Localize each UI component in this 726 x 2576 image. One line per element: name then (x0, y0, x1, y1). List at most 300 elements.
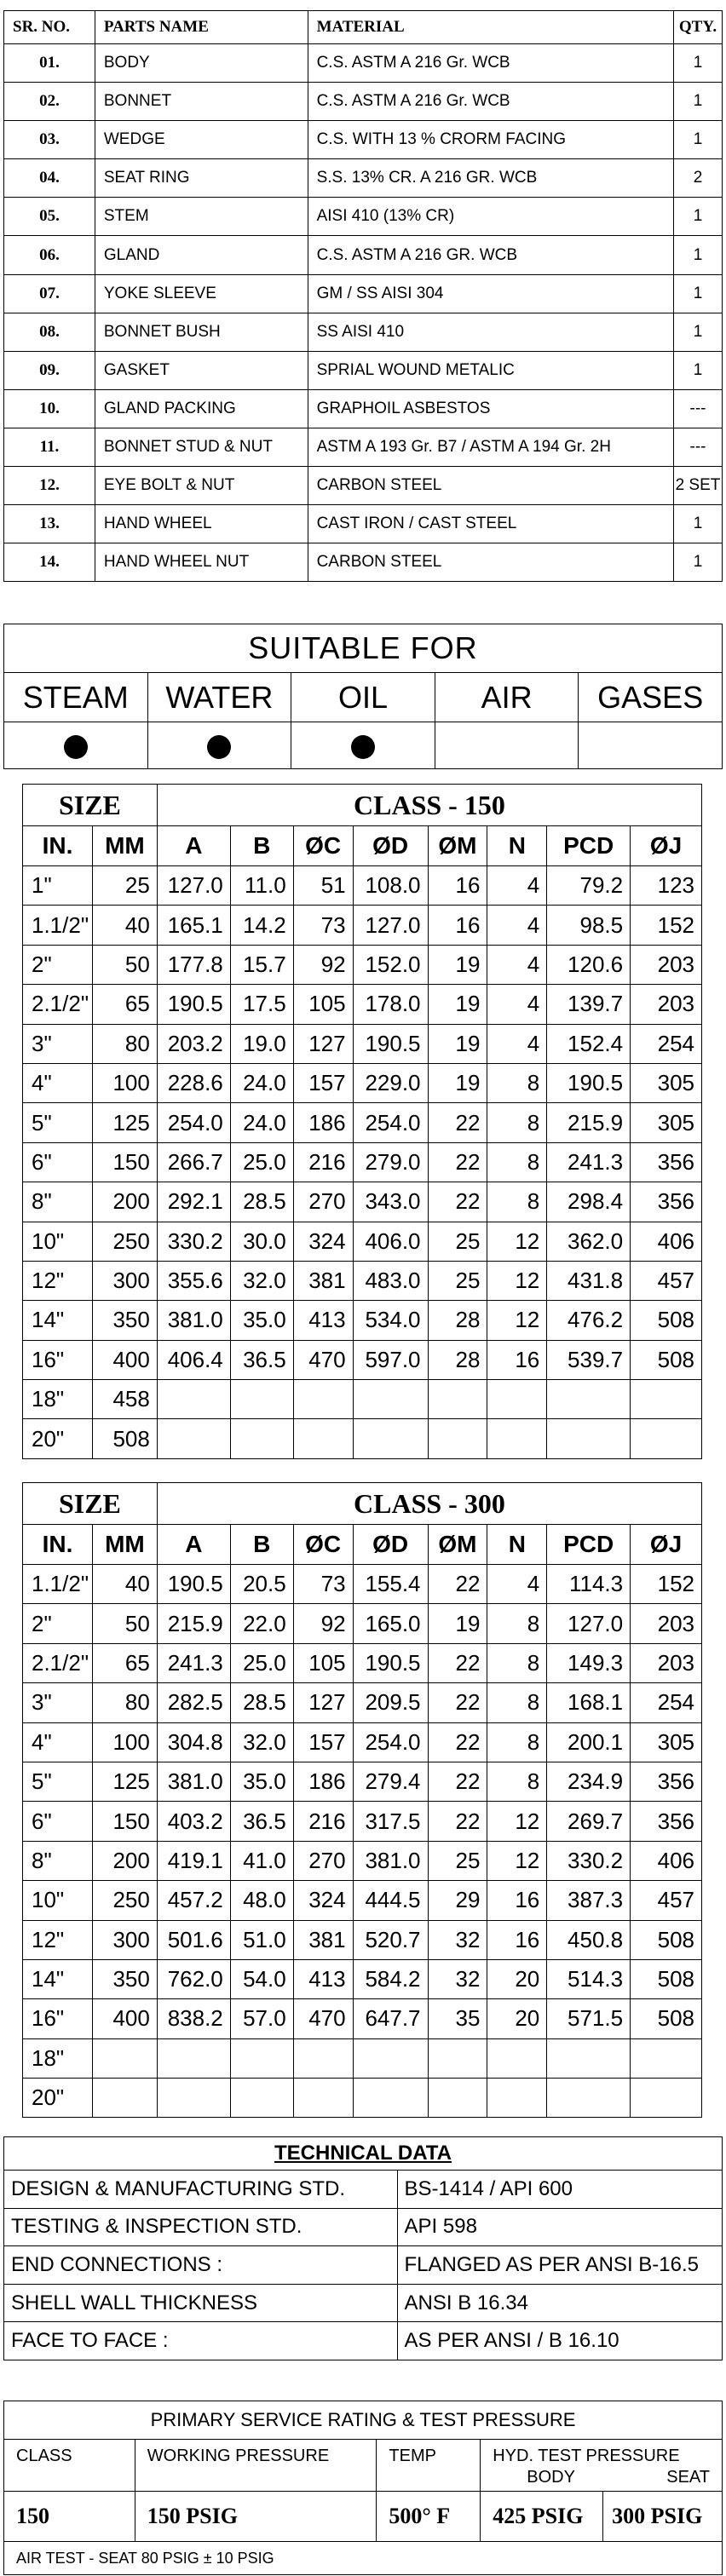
dimension-cell: 16 (487, 1340, 547, 1379)
dimension-cell: 4 (487, 985, 547, 1024)
column-header: ØC (293, 826, 353, 866)
dimension-cell: 1" (23, 866, 93, 906)
dimension-cell (157, 1380, 230, 1419)
part-name: GLAND (95, 236, 308, 274)
part-sr-no: 01. (4, 44, 95, 83)
dimension-cell: 12 (487, 1222, 547, 1261)
dimension-cell: 114.3 (547, 1565, 631, 1604)
part-name: HAND WHEEL NUT (95, 543, 308, 582)
dimension-cell: 200 (92, 1182, 157, 1222)
dimension-cell: 40 (92, 906, 157, 945)
dimension-cell: 190.5 (547, 1063, 631, 1102)
tech-value: BS-1414 / API 600 (397, 2171, 722, 2209)
column-header: ØJ (631, 1525, 702, 1565)
dimension-cell: 508 (631, 1920, 702, 1959)
dimension-cell: 209.5 (353, 1683, 428, 1722)
dimension-cell: 79.2 (547, 866, 631, 906)
dimension-cell: 32.0 (230, 1722, 293, 1762)
dimension-cell: 356 (631, 1762, 702, 1801)
class-150-heading: CLASS - 150 (157, 785, 701, 826)
dimension-cell: 5" (23, 1103, 93, 1142)
size-heading: SIZE (23, 1483, 158, 1525)
dimension-cell: 127.0 (157, 866, 230, 906)
part-material: GRAPHOIL ASBESTOS (308, 389, 673, 428)
dimension-cell (631, 2079, 702, 2118)
dimension-cell: 40 (92, 1565, 157, 1604)
dimension-cell: 8 (487, 1103, 547, 1142)
value-working-pressure: 150 PSIG (135, 2492, 377, 2542)
table-row (23, 1722, 702, 1762)
dimension-cell: 152.0 (353, 945, 428, 984)
dimension-cell (547, 1380, 631, 1419)
column-header: ØD (353, 826, 428, 866)
hydro-test-label: HYD. TEST PRESSURE (493, 2447, 680, 2465)
part-name: HAND WHEEL (95, 505, 308, 543)
dimension-cell: 330.2 (547, 1841, 631, 1880)
dimension-cell: 22 (428, 1683, 487, 1722)
table-row (4, 543, 723, 582)
dimension-cell: 186 (293, 1103, 353, 1142)
dimension-cell: 152.4 (547, 1024, 631, 1063)
dimension-cell: 2.1/2" (23, 1643, 93, 1682)
dimension-cell: 4 (487, 1565, 547, 1604)
dimension-cell: 279.0 (353, 1142, 428, 1182)
table-row (23, 1261, 702, 1300)
dimension-cell (487, 2038, 547, 2078)
table-row (4, 274, 723, 313)
column-header: A (157, 826, 230, 866)
dimension-cell: 298.4 (547, 1182, 631, 1222)
part-sr-no: 02. (4, 83, 95, 121)
dimension-cell: 19 (428, 1604, 487, 1643)
technical-data-table (3, 2136, 723, 2360)
part-qty: 1 (673, 543, 722, 582)
medium-marker-cell (4, 722, 148, 769)
dimension-cell: 470 (293, 1999, 353, 2038)
dimension-cell: 12 (487, 1802, 547, 1841)
value-hydro-test (481, 2492, 723, 2542)
dimension-cell: 8 (487, 1063, 547, 1102)
tech-label: SHELL WALL THICKNESS (4, 2284, 398, 2322)
dimension-cell: 5" (23, 1762, 93, 1801)
dimension-cell: 18" (23, 1380, 93, 1419)
dimension-cell: 125 (92, 1103, 157, 1142)
dimension-cell: 12" (23, 1261, 93, 1300)
dimension-cell: 350 (92, 1301, 157, 1340)
dimension-cell: 165.0 (353, 1604, 428, 1643)
value-body: 425 PSIG (481, 2492, 603, 2541)
tech-label: TESTING & INSPECTION STD. (4, 2208, 398, 2246)
dimension-cell: 25 (428, 1261, 487, 1300)
dimension-cell: 125 (92, 1762, 157, 1801)
table-row (23, 1643, 702, 1682)
part-material: AISI 410 (13% CR) (308, 198, 673, 236)
dimension-cell (230, 1380, 293, 1419)
dimension-cell: 387.3 (547, 1881, 631, 1920)
part-qty: 1 (673, 198, 722, 236)
dimension-cell: 20 (487, 1999, 547, 2038)
part-name: WEDGE (95, 121, 308, 159)
part-material: CAST IRON / CAST STEEL (308, 505, 673, 543)
dimension-cell: 190.5 (157, 1565, 230, 1604)
table-row (4, 83, 723, 121)
dimension-cell: 324 (293, 1222, 353, 1261)
dimension-cell: 8 (487, 1722, 547, 1762)
part-qty: --- (673, 428, 722, 466)
dimension-cell: 127 (293, 1024, 353, 1063)
dimension-cell: 8" (23, 1841, 93, 1880)
dimension-cell: 508 (631, 1301, 702, 1340)
dimension-cell: 80 (92, 1024, 157, 1063)
dimension-cell: 304.8 (157, 1722, 230, 1762)
medium-marker-cell (435, 722, 579, 769)
dimension-cell: 241.3 (157, 1643, 230, 1682)
dimension-cell: 292.1 (157, 1182, 230, 1222)
part-qty: 1 (673, 44, 722, 83)
column-header: MM (92, 1525, 157, 1565)
dimension-cell: 203.2 (157, 1024, 230, 1063)
dimension-cell: 457 (631, 1261, 702, 1300)
dimension-cell: 450.8 (547, 1920, 631, 1959)
dimension-cell: 457 (631, 1881, 702, 1920)
column-header: IN. (23, 1525, 93, 1565)
dimension-cell: 4" (23, 1722, 93, 1762)
dimension-cell (157, 2079, 230, 2118)
dimension-cell: 108.0 (353, 866, 428, 906)
header-class: CLASS (4, 2440, 135, 2492)
dimension-cell: 157 (293, 1063, 353, 1102)
dimension-cell: 22 (428, 1103, 487, 1142)
dimension-cell: 152 (631, 906, 702, 945)
dimension-cell: 250 (92, 1222, 157, 1261)
dimension-cell: 73 (293, 1565, 353, 1604)
dimension-cell: 317.5 (353, 1802, 428, 1841)
dimension-cell: 24.0 (230, 1063, 293, 1102)
dimension-cell: 80 (92, 1683, 157, 1722)
dimension-cell (487, 1380, 547, 1419)
dimension-cell (230, 1419, 293, 1458)
column-header: ØJ (631, 826, 702, 866)
dimension-cell: 22 (428, 1802, 487, 1841)
table-row (4, 467, 723, 505)
parts-list-table (3, 10, 723, 582)
medium-label: AIR (435, 673, 579, 722)
technical-data-title: TECHNICAL DATA (4, 2137, 723, 2171)
dimension-cell: 139.7 (547, 985, 631, 1024)
dimension-cell: 8 (487, 1142, 547, 1182)
part-qty: 1 (673, 505, 722, 543)
dimension-cell: 282.5 (157, 1683, 230, 1722)
dimension-cell: 4 (487, 906, 547, 945)
dimension-cell: 2.1/2" (23, 985, 93, 1024)
dimension-cell: 254.0 (353, 1722, 428, 1762)
dimension-cell: 19 (428, 985, 487, 1024)
dimension-cell: 177.8 (157, 945, 230, 984)
dimension-cell: 155.4 (353, 1565, 428, 1604)
service-rating-title: PRIMARY SERVICE RATING & TEST PRESSURE (4, 2401, 723, 2440)
dimension-cell: 508 (631, 1959, 702, 1998)
dimension-cell: 28.5 (230, 1182, 293, 1222)
dimension-cell (631, 2038, 702, 2078)
dimension-cell: 254.0 (157, 1103, 230, 1142)
column-header: ØC (293, 1525, 353, 1565)
dimension-cell: 51 (293, 866, 353, 906)
dimension-cell: 381 (293, 1920, 353, 1959)
tech-value: ANSI B 16.34 (397, 2284, 722, 2322)
dimension-cell: 300 (92, 1261, 157, 1300)
part-material: ASTM A 193 Gr. B7 / ASTM A 194 Gr. 2H (308, 428, 673, 466)
dimension-cell: 16 (428, 906, 487, 945)
dimension-cell: 508 (631, 1999, 702, 2038)
tech-value: API 598 (397, 2208, 722, 2246)
table-row (4, 121, 723, 159)
dimension-cell: 150 (92, 1142, 157, 1182)
part-material: C.S. ASTM A 216 Gr. WCB (308, 83, 673, 121)
column-header: B (230, 826, 293, 866)
dimension-cell: 762.0 (157, 1959, 230, 1998)
part-name: BONNET BUSH (95, 313, 308, 351)
tech-label: END CONNECTIONS : (4, 2246, 398, 2285)
header-parts-name: PARTS NAME (95, 11, 308, 44)
medium-marker-cell (579, 722, 723, 769)
dimension-cell: 190.5 (353, 1024, 428, 1063)
dimension-cell: 381 (293, 1261, 353, 1300)
dimension-cell: 20" (23, 1419, 93, 1458)
table-row (4, 351, 723, 389)
class-150-dimension-table (22, 784, 702, 1459)
dimension-cell: 355.6 (157, 1261, 230, 1300)
dimension-cell: 305 (631, 1103, 702, 1142)
dimension-cell: 25 (428, 1222, 487, 1261)
table-row (23, 1959, 702, 1998)
dimension-cell: 266.7 (157, 1142, 230, 1182)
column-header: N (487, 1525, 547, 1565)
dimension-cell: 14" (23, 1301, 93, 1340)
column-header: B (230, 1525, 293, 1565)
column-header: ØM (428, 826, 487, 866)
part-name: SEAT RING (95, 159, 308, 198)
dimension-cell: 200.1 (547, 1722, 631, 1762)
dimension-cell: 100 (92, 1063, 157, 1102)
dimension-cell: 1.1/2" (23, 906, 93, 945)
dimension-cell (353, 1380, 428, 1419)
dimension-cell (631, 1380, 702, 1419)
dimension-cell: 203 (631, 945, 702, 984)
dimension-cell: 190.5 (157, 985, 230, 1024)
table-row (23, 1340, 702, 1379)
dimension-cell (157, 2038, 230, 2078)
dimension-cell: 4" (23, 1063, 93, 1102)
part-qty: 1 (673, 236, 722, 274)
table-row (23, 1802, 702, 1841)
dimension-cell: 190.5 (353, 1643, 428, 1682)
dimension-cell (230, 2079, 293, 2118)
part-material: GM / SS AISI 304 (308, 274, 673, 313)
dimension-cell: 12 (487, 1261, 547, 1300)
part-sr-no: 04. (4, 159, 95, 198)
dimension-cell: 215.9 (157, 1604, 230, 1643)
dimension-cell: 501.6 (157, 1920, 230, 1959)
dimension-cell: 400 (92, 1340, 157, 1379)
table-row (4, 198, 723, 236)
header-seat: SEAT (666, 2468, 710, 2487)
part-qty: 1 (673, 83, 722, 121)
dimension-cell: 65 (92, 1643, 157, 1682)
dimension-cell (92, 2079, 157, 2118)
dimension-cell: 11.0 (230, 866, 293, 906)
dimension-cell (487, 1419, 547, 1458)
part-material: SPRIAL WOUND METALIC (308, 351, 673, 389)
dimension-cell: 65 (92, 985, 157, 1024)
dimension-cell (353, 2038, 428, 2078)
part-sr-no: 03. (4, 121, 95, 159)
dimension-cell: 254 (631, 1683, 702, 1722)
dimension-cell: 32 (428, 1959, 487, 1998)
dimension-cell: 216 (293, 1802, 353, 1841)
dimension-cell: 413 (293, 1959, 353, 1998)
table-row (23, 1565, 702, 1604)
dimension-cell: 186 (293, 1762, 353, 1801)
dimension-cell: 2" (23, 945, 93, 984)
part-material: C.S. WITH 13 % CRORM FACING (308, 121, 673, 159)
dimension-cell: 123 (631, 866, 702, 906)
dimension-cell: 241.3 (547, 1142, 631, 1182)
header-hydro-test-pressure (481, 2440, 723, 2492)
dimension-cell: 22 (428, 1142, 487, 1182)
header-working-pressure: WORKING PRESSURE (135, 2440, 377, 2492)
medium-label: WATER (147, 673, 291, 722)
dimension-cell: 36.5 (230, 1802, 293, 1841)
dimension-cell: 508 (631, 1340, 702, 1379)
dimension-cell: 3" (23, 1683, 93, 1722)
column-header: MM (92, 826, 157, 866)
dimension-cell: 1.1/2" (23, 1565, 93, 1604)
dimension-cell: 381.0 (157, 1301, 230, 1340)
part-name: BODY (95, 44, 308, 83)
dimension-cell: 508 (92, 1419, 157, 1458)
table-row (23, 1024, 702, 1063)
dimension-cell: 73 (293, 906, 353, 945)
table-row (4, 428, 723, 466)
dimension-cell: 571.5 (547, 1999, 631, 2038)
dimension-cell: 12 (487, 1301, 547, 1340)
part-sr-no: 12. (4, 467, 95, 505)
dimension-cell (428, 2038, 487, 2078)
table-row (23, 1920, 702, 1959)
value-class: 150 (4, 2492, 135, 2542)
dimension-cell: 400 (92, 1999, 157, 2038)
table-row (4, 2171, 723, 2209)
part-sr-no: 14. (4, 543, 95, 582)
table-row (4, 236, 723, 274)
suitable-for-table (3, 624, 723, 769)
dimension-cell: 15.7 (230, 945, 293, 984)
dimension-cell: 32.0 (230, 1261, 293, 1300)
table-row (23, 1103, 702, 1142)
dimension-cell: 413 (293, 1301, 353, 1340)
dimension-cell: 19 (428, 1063, 487, 1102)
part-material: SS AISI 410 (308, 313, 673, 351)
dimension-cell: 50 (92, 945, 157, 984)
part-material: C.S. ASTM A 216 GR. WCB (308, 236, 673, 274)
dimension-cell (293, 1380, 353, 1419)
column-header: ØD (353, 1525, 428, 1565)
part-name: STEM (95, 198, 308, 236)
dimension-cell: 3" (23, 1024, 93, 1063)
dimension-cell: 8 (487, 1604, 547, 1643)
dimension-cell: 105 (293, 1643, 353, 1682)
dimension-cell (92, 2038, 157, 2078)
dimension-cell: 8 (487, 1762, 547, 1801)
part-qty: 2 SET (673, 467, 722, 505)
dimension-cell: 4 (487, 945, 547, 984)
header-temp: TEMP (377, 2440, 481, 2492)
dimension-cell: 200 (92, 1841, 157, 1880)
dimension-cell (293, 2079, 353, 2118)
medium-label: GASES (579, 673, 723, 722)
part-qty: 1 (673, 121, 722, 159)
dimension-cell: 4 (487, 1024, 547, 1063)
air-test-note: AIR TEST - SEAT 80 PSIG ± 10 PSIG (4, 2542, 723, 2575)
dimension-cell: 838.2 (157, 1999, 230, 2038)
dimension-cell: 4 (487, 866, 547, 906)
header-material: MATERIAL (308, 11, 673, 44)
dimension-cell: 41.0 (230, 1841, 293, 1880)
dimension-cell: 92 (293, 1604, 353, 1643)
dimension-cell: 28.5 (230, 1683, 293, 1722)
dimension-cell: 597.0 (353, 1340, 428, 1379)
header-sr-no: SR. NO. (4, 11, 95, 44)
part-name: BONNET (95, 83, 308, 121)
part-qty: 1 (673, 313, 722, 351)
part-sr-no: 08. (4, 313, 95, 351)
dimension-cell (487, 2079, 547, 2118)
dimension-cell: 168.1 (547, 1683, 631, 1722)
dimension-cell: 20.5 (230, 1565, 293, 1604)
part-name: BONNET STUD & NUT (95, 428, 308, 466)
dimension-cell: 25 (428, 1841, 487, 1880)
dimension-cell: 584.2 (353, 1959, 428, 1998)
part-name: GLAND PACKING (95, 389, 308, 428)
dimension-cell: 18" (23, 2038, 93, 2078)
filled-circle-icon (351, 735, 375, 759)
dimension-cell: 50 (92, 1604, 157, 1643)
dimension-cell: 105 (293, 985, 353, 1024)
table-row (23, 1380, 702, 1419)
table-row (4, 2322, 723, 2360)
dimension-cell: 279.4 (353, 1762, 428, 1801)
part-name: GASKET (95, 351, 308, 389)
column-header: IN. (23, 826, 93, 866)
dimension-cell: 6" (23, 1802, 93, 1841)
dimension-cell: 470 (293, 1340, 353, 1379)
table-row (4, 44, 723, 83)
dimension-cell: 431.8 (547, 1261, 631, 1300)
table-row (23, 1182, 702, 1222)
dimension-cell: 22 (428, 1182, 487, 1222)
dimension-cell: 483.0 (353, 1261, 428, 1300)
part-name: YOKE SLEEVE (95, 274, 308, 313)
dimension-cell (631, 1419, 702, 1458)
table-row (23, 1063, 702, 1102)
dimension-cell: 48.0 (230, 1881, 293, 1920)
dimension-cell: 98.5 (547, 906, 631, 945)
table-row (23, 1881, 702, 1920)
column-header: ØM (428, 1525, 487, 1565)
tech-label: FACE TO FACE : (4, 2322, 398, 2360)
table-row (4, 2246, 723, 2285)
dimension-cell: 25.0 (230, 1643, 293, 1682)
